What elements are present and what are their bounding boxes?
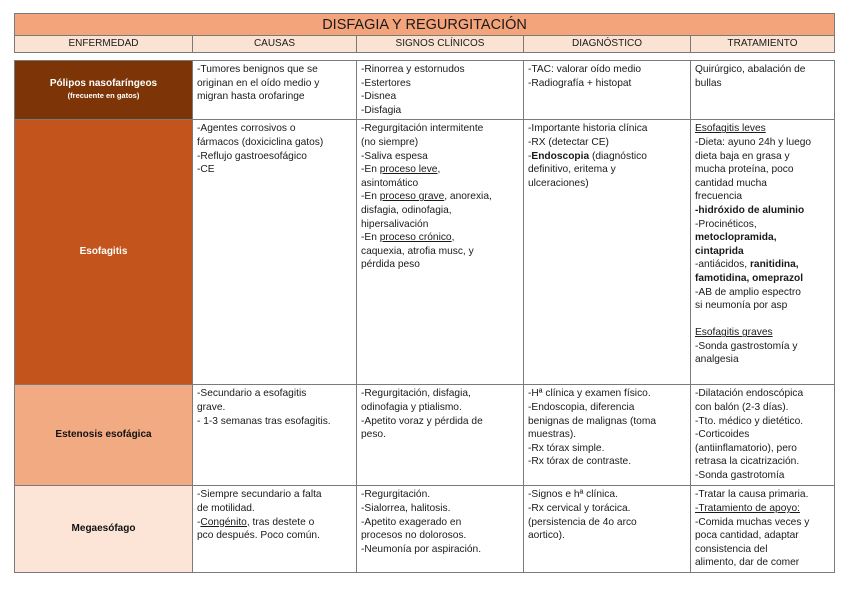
header-diagnostico: DIAGNÓSTICO: [524, 36, 691, 53]
table-title: DISFAGIA Y REGURGITACIÓN: [15, 14, 835, 36]
text-line: -Procinéticos,: [695, 218, 757, 230]
text-line: Quirúrgico, abalación de: [695, 64, 806, 75]
text-fragment: (diagnóstico: [589, 150, 647, 162]
text-line: [197, 516, 352, 530]
text-line: ulceraciones): [528, 177, 589, 189]
text-line: alimento, dar de comer: [695, 557, 800, 569]
table-row: [15, 120, 835, 385]
text-line: -Rx tórax de contraste.: [528, 456, 632, 468]
text-fragment: -En: [361, 164, 380, 176]
text-line: migran hasta orofaringe: [197, 91, 305, 103]
text-line: (persistencia de 4o arco: [528, 516, 637, 528]
text-line: aortico).: [528, 530, 565, 542]
text-line: [361, 190, 519, 204]
text-line: dieta baja en grasa y: [695, 150, 790, 162]
text-line: -RX (detectar CE): [528, 136, 609, 148]
text-line: -Sonda gastrostomía y: [695, 340, 798, 352]
underlined-term: proceso crónico: [379, 232, 452, 244]
disease-table: [14, 13, 835, 573]
text-line: [528, 150, 686, 164]
text-line: originan en el oído medio y: [197, 77, 320, 89]
signos-cell: [357, 120, 524, 385]
disease-name: Pólipos nasofaríngeos: [49, 78, 158, 90]
text-line: -Neumonía por aspiración.: [361, 543, 482, 555]
text-fragment: -antiácidos,: [695, 259, 750, 271]
text-line: de motilidad.: [197, 502, 255, 514]
causas-cell: [193, 120, 357, 385]
text-line: -Reflujo gastroesofágico: [197, 150, 307, 162]
disease-cell: [15, 120, 193, 385]
text-line: (no siempre): [361, 136, 419, 148]
text-line: -Importante historia clínica: [528, 123, 648, 135]
text-line: benignas de malignas (toma: [528, 415, 656, 427]
table-row: [15, 385, 835, 486]
tratamiento-cell: [691, 486, 835, 573]
disease-name: Esofagitis: [79, 246, 128, 258]
tratamiento-cell: [691, 61, 835, 120]
bold-term: ranitidina,: [749, 259, 799, 271]
underlined-term: proceso leve: [379, 164, 438, 176]
text-line: -Agentes corrosivos o: [197, 123, 296, 135]
text-line: -AB de amplio espectro: [695, 286, 801, 298]
text-line: -Rx cervical y torácica.: [528, 502, 631, 514]
text-line: fármacos (doxiciclina gatos): [197, 136, 324, 148]
text-fragment: ,: [451, 232, 455, 244]
text-line: caquexia, atrofia musc, y: [361, 245, 474, 257]
text-line: disfagia, odinofagia,: [361, 204, 452, 216]
text-line: bullas: [695, 77, 722, 89]
text-line: con balón (2-3 días).: [695, 401, 789, 413]
text-line: pérdida peso: [361, 259, 420, 271]
text-line: definitivo, eritema y: [528, 164, 616, 176]
text-line: cantidad mucha: [695, 177, 767, 189]
blank-line: [695, 313, 830, 327]
text-line: peso.: [361, 429, 386, 441]
table-row: [15, 486, 835, 573]
text-line: -TAC: valorar oído medio: [528, 64, 642, 75]
subheading: -Tratamiento de apoyo:: [695, 502, 800, 514]
text-fragment: -: [528, 150, 532, 162]
text-line: -Rx tórax simple.: [528, 442, 605, 454]
text-line: si neumonía por asp: [695, 300, 788, 312]
bold-line: metoclopramida,: [695, 232, 777, 244]
text-line: grave.: [197, 401, 226, 413]
text-line: muestras).: [528, 429, 577, 441]
table-row: [15, 61, 835, 120]
text-line: mucha proteína, poco: [695, 164, 794, 176]
bold-line: famotidina, omeprazol: [695, 272, 804, 284]
text-line: -Tratar la causa primaria.: [695, 489, 809, 501]
text-line: pco después. Poco común.: [197, 530, 320, 542]
bold-line: cintaprida: [695, 245, 744, 257]
text-line: -Hª clínica y examen físico.: [528, 388, 651, 400]
text-line: poca cantidad, adaptar: [695, 530, 799, 542]
text-line: -Regurgitación, disfagia,: [361, 388, 471, 400]
text-line: procesos no dolorosos.: [361, 530, 467, 542]
causas-cell: [193, 486, 357, 573]
text-line: -Dieta: ayuno 24h y luego: [695, 136, 812, 148]
table-wrapper: [14, 13, 834, 573]
text-line: -Radiografía + histopat: [528, 77, 632, 89]
text-fragment: tras destete o: [249, 516, 315, 528]
text-fragment: -En: [361, 232, 380, 244]
text-fragment: -: [197, 516, 201, 528]
subheading: Esofagitis graves: [695, 327, 773, 339]
signos-cell: [357, 385, 524, 486]
text-line: -Disnea: [361, 91, 397, 103]
tratamiento-cell: [691, 385, 835, 486]
diagnostico-cell: [524, 120, 691, 385]
disease-name: Megaesófago: [71, 523, 136, 535]
text-line: analgesia: [695, 354, 739, 366]
text-line: -CE: [197, 164, 215, 176]
header-gap: [15, 53, 835, 61]
text-line: -Tto. médico y dietético.: [695, 415, 804, 427]
text-line: -Apetito exagerado en: [361, 516, 462, 528]
text-line: retrasa la cicatrización.: [695, 456, 800, 468]
text-line: (antiinflamatorio), pero: [695, 442, 797, 454]
text-line: -Corticoides: [695, 429, 750, 441]
text-line: -Disfagia: [361, 104, 402, 116]
text-line: odinofagia y ptialismo.: [361, 401, 462, 413]
text-line: -Regurgitación intermitente: [361, 123, 484, 135]
diagnostico-cell: [524, 486, 691, 573]
underlined-term: Congénito,: [200, 516, 250, 528]
subheading: Esofagitis leves: [695, 123, 766, 135]
text-line: [361, 231, 519, 245]
header-tratamiento: TRATAMIENTO: [691, 36, 835, 53]
text-line: -Estertores: [361, 77, 411, 89]
text-line: -Signos e hª clínica.: [528, 489, 618, 501]
text-fragment: ,: [437, 164, 441, 176]
text-line: - 1-3 semanas tras esofagitis.: [197, 415, 331, 427]
text-line: -Siempre secundario a falta: [197, 489, 322, 501]
bold-line: -hidróxido de aluminio: [695, 204, 805, 216]
text-line: -Sialorrea, halitosis.: [361, 502, 451, 514]
text-line: -Secundario a esofagitis: [197, 388, 307, 400]
disease-cell: [15, 61, 193, 120]
diagnostico-cell: [524, 385, 691, 486]
text-fragment: -En: [361, 191, 380, 203]
underlined-term: proceso grave: [379, 191, 445, 203]
tratamiento-cell: [691, 120, 835, 385]
text-line: -Apetito voraz y pérdida de: [361, 415, 483, 427]
header-signos: SIGNOS CLÍNICOS: [357, 36, 524, 53]
signos-cell: [357, 486, 524, 573]
text-line: consistencia del: [695, 543, 768, 555]
causas-cell: [193, 61, 357, 120]
text-line: hipersalivación: [361, 218, 429, 230]
text-line: asintomático: [361, 177, 419, 189]
text-line: -Tumores benignos que se: [197, 64, 318, 75]
text-line: -Sonda gastrotomía: [695, 469, 785, 481]
header-enfermedad: ENFERMEDAD: [15, 36, 193, 53]
text-line: frecuencia: [695, 191, 743, 203]
header-causas: CAUSAS: [193, 36, 357, 53]
bold-term: Endoscopia: [531, 150, 590, 162]
disease-name: Estenosis esofágica: [55, 429, 152, 441]
text-line: -Comida muchas veces y: [695, 516, 810, 528]
text-line: [695, 258, 830, 272]
disease-cell: [15, 385, 193, 486]
text-line: [361, 163, 519, 177]
text-line: -Endoscopia, diferencia: [528, 401, 635, 413]
text-line: -Saliva espesa: [361, 150, 428, 162]
signos-cell: [357, 61, 524, 120]
disease-note: (frecuente en gatos): [67, 91, 140, 101]
causas-cell: [193, 385, 357, 486]
text-line: -Regurgitación.: [361, 489, 431, 501]
text-fragment: , anorexia,: [444, 191, 492, 203]
disease-cell: [15, 486, 193, 573]
text-line: -Dilatación endoscópica: [695, 388, 804, 400]
diagnostico-cell: [524, 61, 691, 120]
text-line: -Rinorrea y estornudos: [361, 64, 465, 75]
